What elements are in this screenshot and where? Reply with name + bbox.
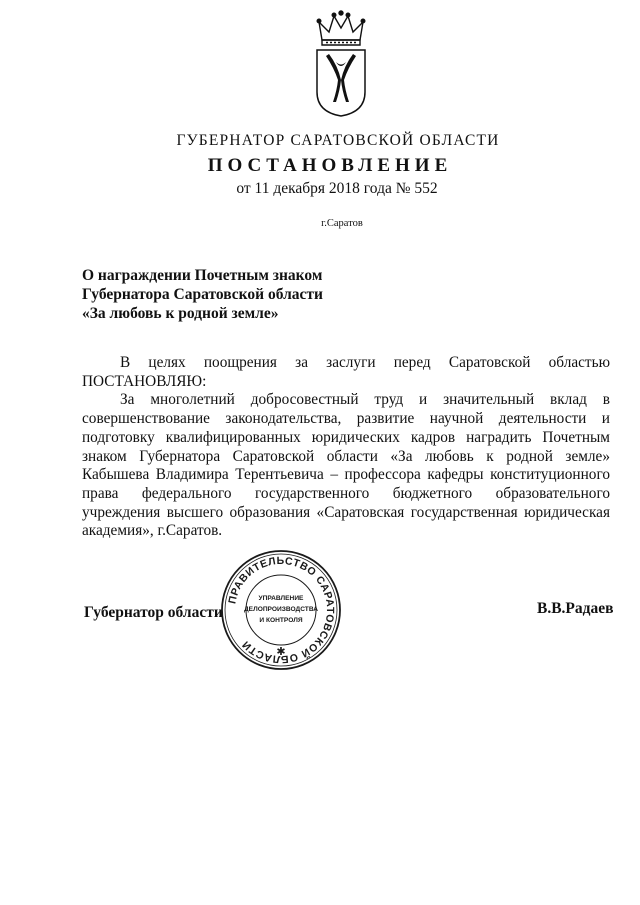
body-intro-paragraph: В целях поощрения за заслуги перед Саратовской областью ПОСТАНОВЛЯЮ: (82, 354, 610, 390)
stamp-center-line: УПРАВЛЕНИЕ (258, 595, 304, 602)
signatory-title: Губернатор области (84, 604, 223, 621)
subject-line: Губернатора Саратовской области (82, 286, 323, 303)
stamp-center-line: И КОНТРОЛЯ (259, 617, 303, 624)
document-city: г.Саратов (321, 218, 363, 229)
body-main-paragraph: За многолетний добросовестный труд и значительный вклад в совершенствование законодательства, развитие научной деятельности и подготовку квалифицированных юридических кадров наградить Почетным знаком Губернатора Саратовской области «За любовь к родной земле» Кабышева Владимира Терентьевича – профессора кафедры конституционного права федерального государственного бюджетного образовательного учреждения высшего образования «Саратовская государственная юридическая академия», г.Саратов. (82, 391, 610, 540)
official-stamp-seal (219, 548, 343, 672)
signatory-name: В.В.Радаев (537, 600, 614, 617)
stamp-center-line: ДЕЛОПРОИЗВОДСТВА (243, 606, 319, 613)
document-type-title: ПОСТАНОВЛЕНИЕ (207, 155, 453, 176)
stamp-ring-text: ПРАВИТЕЛЬСТВО САРАТОВСКОЙ ОБЛАСТИ (226, 554, 337, 666)
coat-of-arms-emblem (312, 10, 370, 118)
issuing-authority: ГУБЕРНАТОР САРАТОВСКОЙ ОБЛАСТИ (176, 132, 500, 149)
document-body (82, 354, 610, 541)
subject-line: «За любовь к родной земле» (82, 305, 279, 322)
stamp-star-icon: ✱ (276, 646, 286, 658)
document-date-number: от 11 декабря 2018 года № 552 (236, 180, 438, 197)
document-subject (82, 266, 323, 323)
subject-line: О награждении Почетным знаком (82, 267, 323, 284)
